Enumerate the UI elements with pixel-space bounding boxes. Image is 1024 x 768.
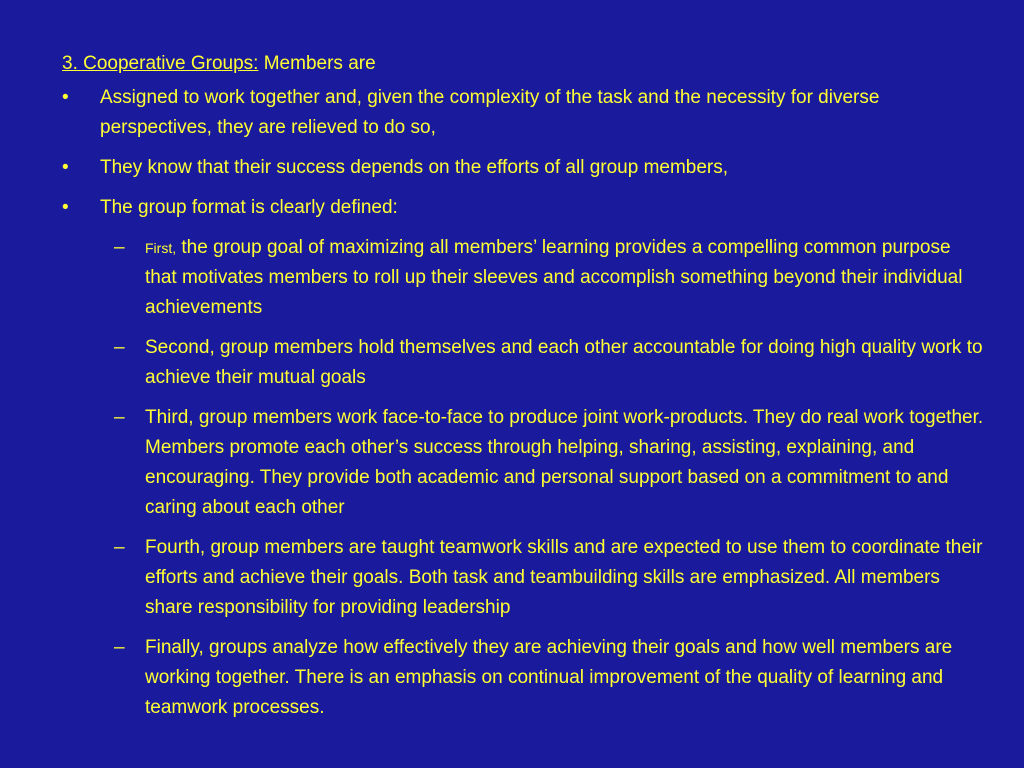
dash-marker: – bbox=[114, 237, 125, 258]
sub-item-text: Finally, groups analyze how effectively they are achieving their goals and how well members are working together. There is an emphasis on continual improvement of the quality of learning and teamwork processes. bbox=[145, 637, 953, 718]
bullet-marker: • bbox=[62, 197, 69, 218]
dash-marker: – bbox=[114, 407, 125, 428]
bullet-list bbox=[62, 83, 984, 723]
bullet-marker: • bbox=[62, 157, 69, 178]
bullet-text: Assigned to work together and, given the complexity of the task and the necessity for diverse perspectives, they are relieved to do so, bbox=[100, 87, 880, 138]
slide-heading bbox=[62, 49, 984, 79]
sub-item bbox=[62, 233, 984, 323]
bullet-marker: • bbox=[62, 87, 69, 108]
bullet-item bbox=[62, 83, 984, 143]
sub-item-text: the group goal of maximizing all members’ learning provides a compelling common purpose that motivates members to roll up their sleeves and accomplish something beyond their individual achievements bbox=[145, 237, 963, 318]
dash-marker: – bbox=[114, 637, 125, 658]
dash-marker: – bbox=[114, 537, 125, 558]
sub-item bbox=[62, 633, 984, 723]
sub-item bbox=[62, 333, 984, 393]
sub-item-text: Second, group members hold themselves and each other accountable for doing high quality work to achieve their mutual goals bbox=[145, 337, 983, 388]
sub-item-text: Fourth, group members are taught teamwork skills and are expected to use them to coordinate their efforts and achieve their goals. Both task and teambuilding skills are emphasized. All members share responsibility for providing leadership bbox=[145, 537, 983, 618]
bullet-text: The group format is clearly defined: bbox=[100, 197, 398, 218]
sub-item-text: Third, group members work face-to-face to produce joint work-products. They do real work together. Members promote each other’s success through helping, sharing, assisting, explaining, and encouraging. They provide both academic and personal support based on a commitment to and caring about each other bbox=[145, 407, 984, 518]
sub-item bbox=[62, 403, 984, 523]
heading-text: Members are bbox=[258, 53, 376, 74]
sub-item bbox=[62, 533, 984, 623]
heading-link[interactable]: 3. Cooperative Groups: bbox=[62, 53, 259, 74]
bullet-text: They know that their success depends on the efforts of all group members, bbox=[100, 157, 729, 178]
dash-marker: – bbox=[114, 337, 125, 358]
sub-list bbox=[62, 233, 984, 723]
bullet-item bbox=[62, 193, 984, 723]
bullet-item bbox=[62, 153, 984, 183]
sub-item-lead: First, bbox=[145, 240, 177, 256]
